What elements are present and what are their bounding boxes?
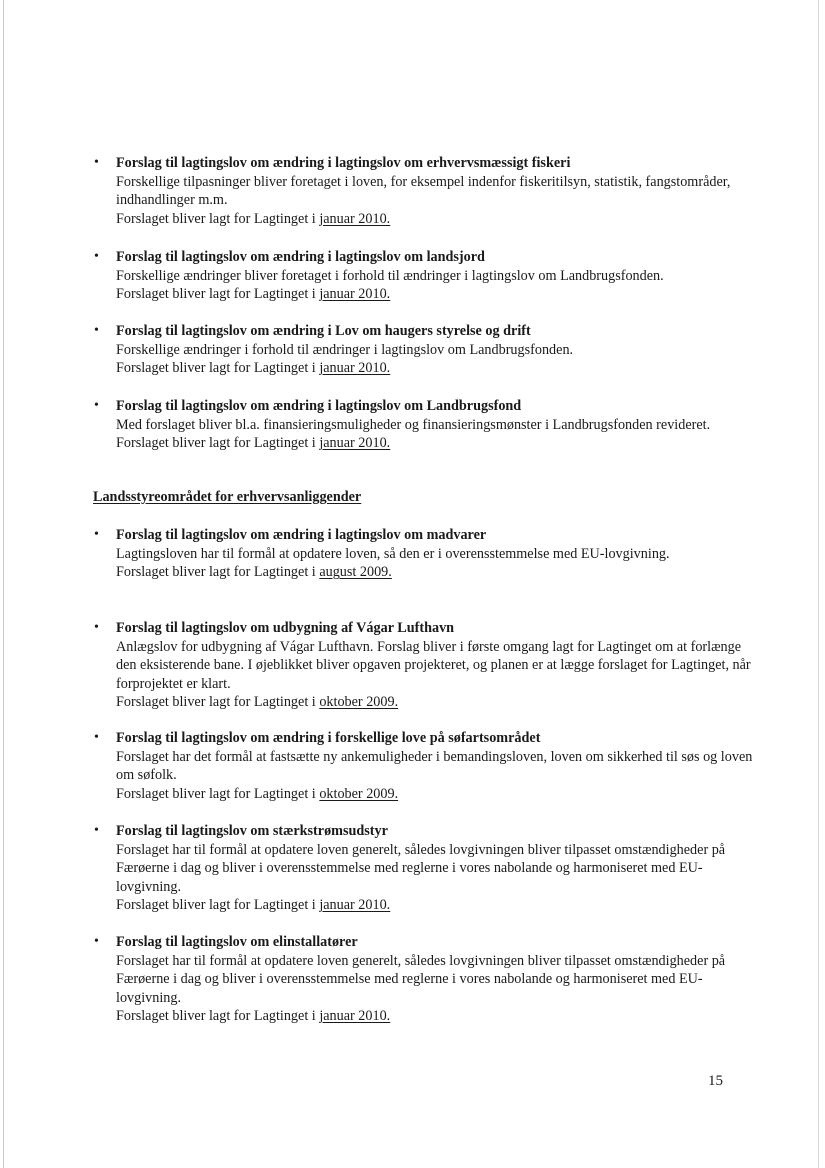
submission-date: oktober 2009. bbox=[319, 694, 399, 711]
submission-text: Forslaget bliver lagt for Lagtinget i bbox=[116, 435, 320, 452]
submission-text: Forslaget bliver lagt for Lagtinget i bbox=[116, 694, 320, 711]
list-item-vagar-lufthavn bbox=[94, 619, 756, 712]
submission-date: oktober 2009. bbox=[319, 785, 399, 802]
item-submission bbox=[116, 563, 756, 582]
submission-text: Forslaget bliver lagt for Lagtinget i bbox=[116, 564, 320, 581]
item-description: Forslaget har til formål at opdatere loven generelt, således lovgivningen bliver tilpasset omstændigheder på Færøerne i dag og bliver i overensstemmelse med reglerne i vores nabolande og harmoniseret med EU-lovgivning. bbox=[116, 952, 726, 1006]
submission-text: Forslaget bliver lagt for Lagtinget i bbox=[116, 210, 320, 227]
page-number: 15 bbox=[708, 1073, 723, 1089]
bullet: • bbox=[94, 730, 99, 745]
submission-date: januar 2010. bbox=[319, 1008, 391, 1025]
bullet: • bbox=[94, 823, 99, 838]
item-submission bbox=[116, 785, 756, 804]
submission-text: Forslaget bliver lagt for Lagtinget i bbox=[116, 897, 320, 914]
scan-edge-right bbox=[818, 0, 819, 1168]
bullet: • bbox=[94, 323, 99, 338]
item-submission bbox=[116, 210, 756, 229]
list-item-landbrugsfond bbox=[94, 397, 756, 453]
item-title: Forslag til lagtingslov om ændring i lagtingslov om landsjord bbox=[116, 249, 485, 265]
submission-date: januar 2010. bbox=[319, 897, 391, 914]
submission-date: januar 2010. bbox=[319, 360, 391, 377]
item-title: Forslag til lagtingslov om ændring i forskellige love på søfartsområdet bbox=[116, 730, 541, 746]
submission-date: januar 2010. bbox=[319, 435, 391, 452]
item-description: Forslaget har det formål at fastsætte ny ankemuligheder i bemandingsloven, loven om sikkerhed til søs og loven om søfolk. bbox=[116, 748, 753, 784]
item-title: Forslag til lagtingslov om ændring i lagtingslov om erhvervsmæssigt fiskeri bbox=[116, 155, 571, 171]
item-submission bbox=[116, 1007, 756, 1026]
list-item-staerkstromsudstyr bbox=[94, 822, 756, 915]
item-submission bbox=[116, 434, 756, 453]
item-description: Forslaget har til formål at opdatere loven generelt, således lovgivningen bliver tilpasset omstændigheder på Færøerne i dag og bliver i overensstemmelse med reglerne i vores nabolande og harmoniseret med EU-lovgivning. bbox=[116, 841, 726, 895]
item-description: Lagtingsloven har til formål at opdatere loven, så den er i overensstemmelse med EU-lovgivning. bbox=[116, 545, 670, 562]
item-submission bbox=[116, 896, 756, 915]
item-submission bbox=[116, 285, 756, 304]
submission-text: Forslaget bliver lagt for Lagtinget i bbox=[116, 1008, 320, 1025]
bullet: • bbox=[94, 620, 99, 635]
list-item-erhvervsmaessigt-fiskeri bbox=[94, 154, 756, 228]
bullet: • bbox=[94, 934, 99, 949]
item-submission bbox=[116, 359, 756, 378]
bullet: • bbox=[94, 249, 99, 264]
submission-text: Forslaget bliver lagt for Lagtinget i bbox=[116, 360, 320, 377]
item-submission bbox=[116, 693, 756, 712]
item-description: Forskellige ændringer i forhold til ændringer i lagtingslov om Landbrugsfonden. bbox=[116, 341, 574, 358]
submission-text: Forslaget bliver lagt for Lagtinget i bbox=[116, 286, 320, 303]
item-title: Forslag til lagtingslov om elinstallatører bbox=[116, 934, 358, 950]
submission-date: januar 2010. bbox=[319, 210, 391, 227]
section-heading: Landsstyreområdet for erhvervsanliggender bbox=[93, 489, 362, 505]
item-title: Forslag til lagtingslov om ændring i Lov om haugers styrelse og drift bbox=[116, 323, 531, 339]
list-item-sofartsomradet bbox=[94, 729, 756, 803]
bullet: • bbox=[94, 398, 99, 413]
item-title: Forslag til lagtingslov om ændring i lagtingslov om madvarer bbox=[116, 527, 487, 543]
list-item-haugers-styrelse bbox=[94, 322, 756, 378]
submission-date: januar 2010. bbox=[319, 286, 391, 303]
bullet: • bbox=[94, 155, 99, 170]
scan-edge-left bbox=[3, 0, 4, 1168]
item-description: Forskellige ændringer bliver foretaget i forhold til ændringer i lagtingslov om Landbrugsfonden. bbox=[116, 267, 664, 284]
bullet: • bbox=[94, 527, 99, 542]
list-item-elinstallatorer bbox=[94, 933, 756, 1026]
item-description: Anlægslov for udbygning af Vágar Lufthavn. Forslag bliver i første omgang lagt for Lagtinget om at forlænge den eksisterende bane. I øjeblikket bliver opgaven projekteret, og planen er at lægge forslaget for Lagtinget, når forprojektet er klart. bbox=[116, 638, 751, 692]
item-description: Forskellige tilpasninger bliver foretaget i loven, for eksempel indenfor fiskeritilsyn, statistik, fangstområder, indhandlinger m.m. bbox=[116, 173, 731, 209]
item-title: Forslag til lagtingslov om stærkstrømsudstyr bbox=[116, 823, 388, 839]
list-item-madvarer bbox=[94, 526, 756, 582]
item-title: Forslag til lagtingslov om ændring i lagtingslov om Landbrugsfond bbox=[116, 398, 522, 414]
item-title: Forslag til lagtingslov om udbygning af Vágar Lufthavn bbox=[116, 620, 455, 636]
submission-date: august 2009. bbox=[319, 564, 392, 581]
submission-text: Forslaget bliver lagt for Lagtinget i bbox=[116, 785, 320, 802]
item-description: Med forslaget bliver bl.a. finansieringsmuligheder og finansieringsmønster i Landbrugsfonden revideret. bbox=[116, 416, 711, 433]
list-item-landsjord bbox=[94, 248, 756, 304]
